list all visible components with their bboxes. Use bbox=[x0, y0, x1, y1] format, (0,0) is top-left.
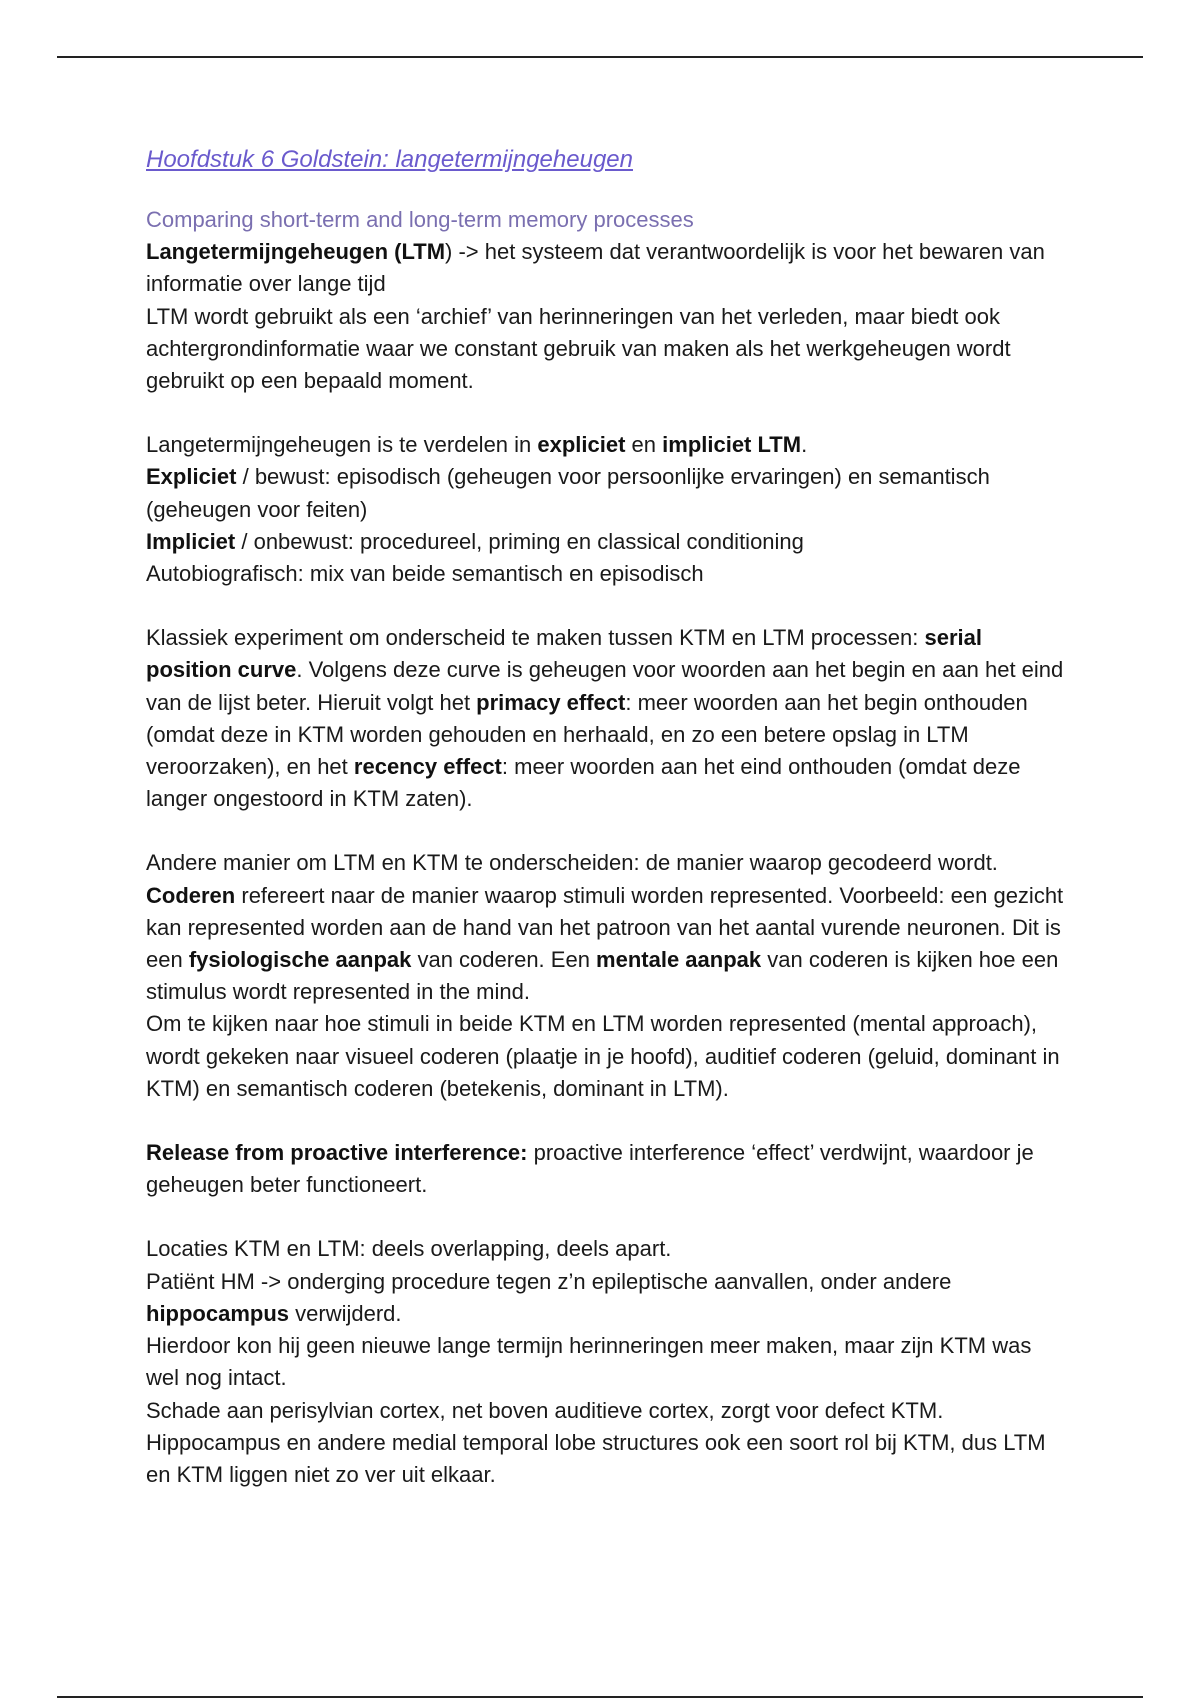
patient-hm-line: Patiënt HM -> onderging procedure tegen z’n epileptische aanvallen, onder andere hippocampus verwijderd. bbox=[146, 1268, 952, 1326]
serial-position-paragraph: Klassiek experiment om onderscheid te maken tussen KTM en LTM processen: serial position curve. Volgens deze curve is geheugen voor woorden aan het begin en aan het eind van de lijst beter. Hieruit volgt het primacy effect: meer woorden aan het begin onthouden (omdat deze in KTM worden gehouden en herhaald, en zo een betere opslag in LTM veroorzaken), en het recency effect: meer woorden aan het eind onthouden (omdat deze langer ongestoord in KTM zaten). bbox=[146, 625, 1064, 812]
ltm-term: Langetermijngeheugen (LTM bbox=[146, 239, 446, 265]
ltm-archive-paragraph: LTM wordt gebruikt als een ‘archief’ van herinneringen van het verleden, maar biedt ook achtergrondinformatie waar we constant gebruik van maken als het werkgeheugen wordt gebruikt op een bepaald moment. bbox=[146, 303, 1011, 394]
ltm-definition: Langetermijngeheugen (LTM) -> het systeem dat verantwoordelijk is voor het bewaren van informatie over lange tijd bbox=[146, 239, 1045, 297]
locations-line: Locaties KTM en LTM: deels overlapping, deels apart. bbox=[146, 1236, 672, 1262]
hm-result-line: Hierdoor kon hij geen nieuwe lange termijn herinneringen meer maken, maar zijn KTM was wel nog intact. bbox=[146, 1333, 1032, 1391]
mental-approach-paragraph: Om te kijken naar hoe stimuli in beide KTM en LTM worden represented (mental approach), wordt gekeken naar visueel coderen (plaatje in je hoofd), auditief coderen (geluid, dominant in KTM) en semantisch coderen (betekenis, dominant in LTM). bbox=[146, 1011, 1060, 1101]
ltm-division: Langetermijngeheugen is te verdelen in expliciet en impliciet LTM. bbox=[146, 432, 808, 458]
perisylvian-line: Schade aan perisylvian cortex, net boven auditieve cortex, zorgt voor defect KTM. bbox=[146, 1397, 944, 1423]
top-rule bbox=[57, 56, 1143, 58]
implicit-line: Impliciet / onbewust: procedureel, priming en classical conditioning bbox=[146, 528, 804, 554]
hippocampus-role-line: Hippocampus en andere medial temporal lobe structures ook een soort rol bij KTM, dus LTM en KTM liggen niet zo ver uit elkaar. bbox=[146, 1429, 1046, 1487]
explicit-line: Expliciet / bewust: episodisch (geheugen voor persoonlijke ervaringen) en semantisch (geheugen voor feiten) bbox=[146, 464, 990, 522]
proactive-interference-paragraph: Release from proactive interference: proactive interference ‘effect’ verdwijnt, waardoor je geheugen beter functioneert. bbox=[146, 1140, 1034, 1198]
bottom-rule bbox=[57, 1696, 1143, 1698]
chapter-title: Hoofdstuk 6 Goldstein: langetermijngeheugen bbox=[146, 146, 633, 173]
section-heading: Comparing short-term and long-term memory processes bbox=[146, 207, 694, 232]
document-body bbox=[146, 142, 1066, 1491]
coding-paragraph: Andere manier om LTM en KTM te onderscheiden: de manier waarop gecodeerd wordt. Coderen refereert naar de manier waarop stimuli worden represented. Voorbeeld: een gezicht kan represented worden aan de hand van het patroon van het aantal vurende neuronen. Dit is een fysiologische aanpak van coderen. Een mentale aanpak van coderen is kijken hoe een stimulus wordt represented in the mind. bbox=[146, 850, 1064, 1005]
autobiographical-line: Autobiografisch: mix van beide semantisch en episodisch bbox=[146, 561, 704, 587]
